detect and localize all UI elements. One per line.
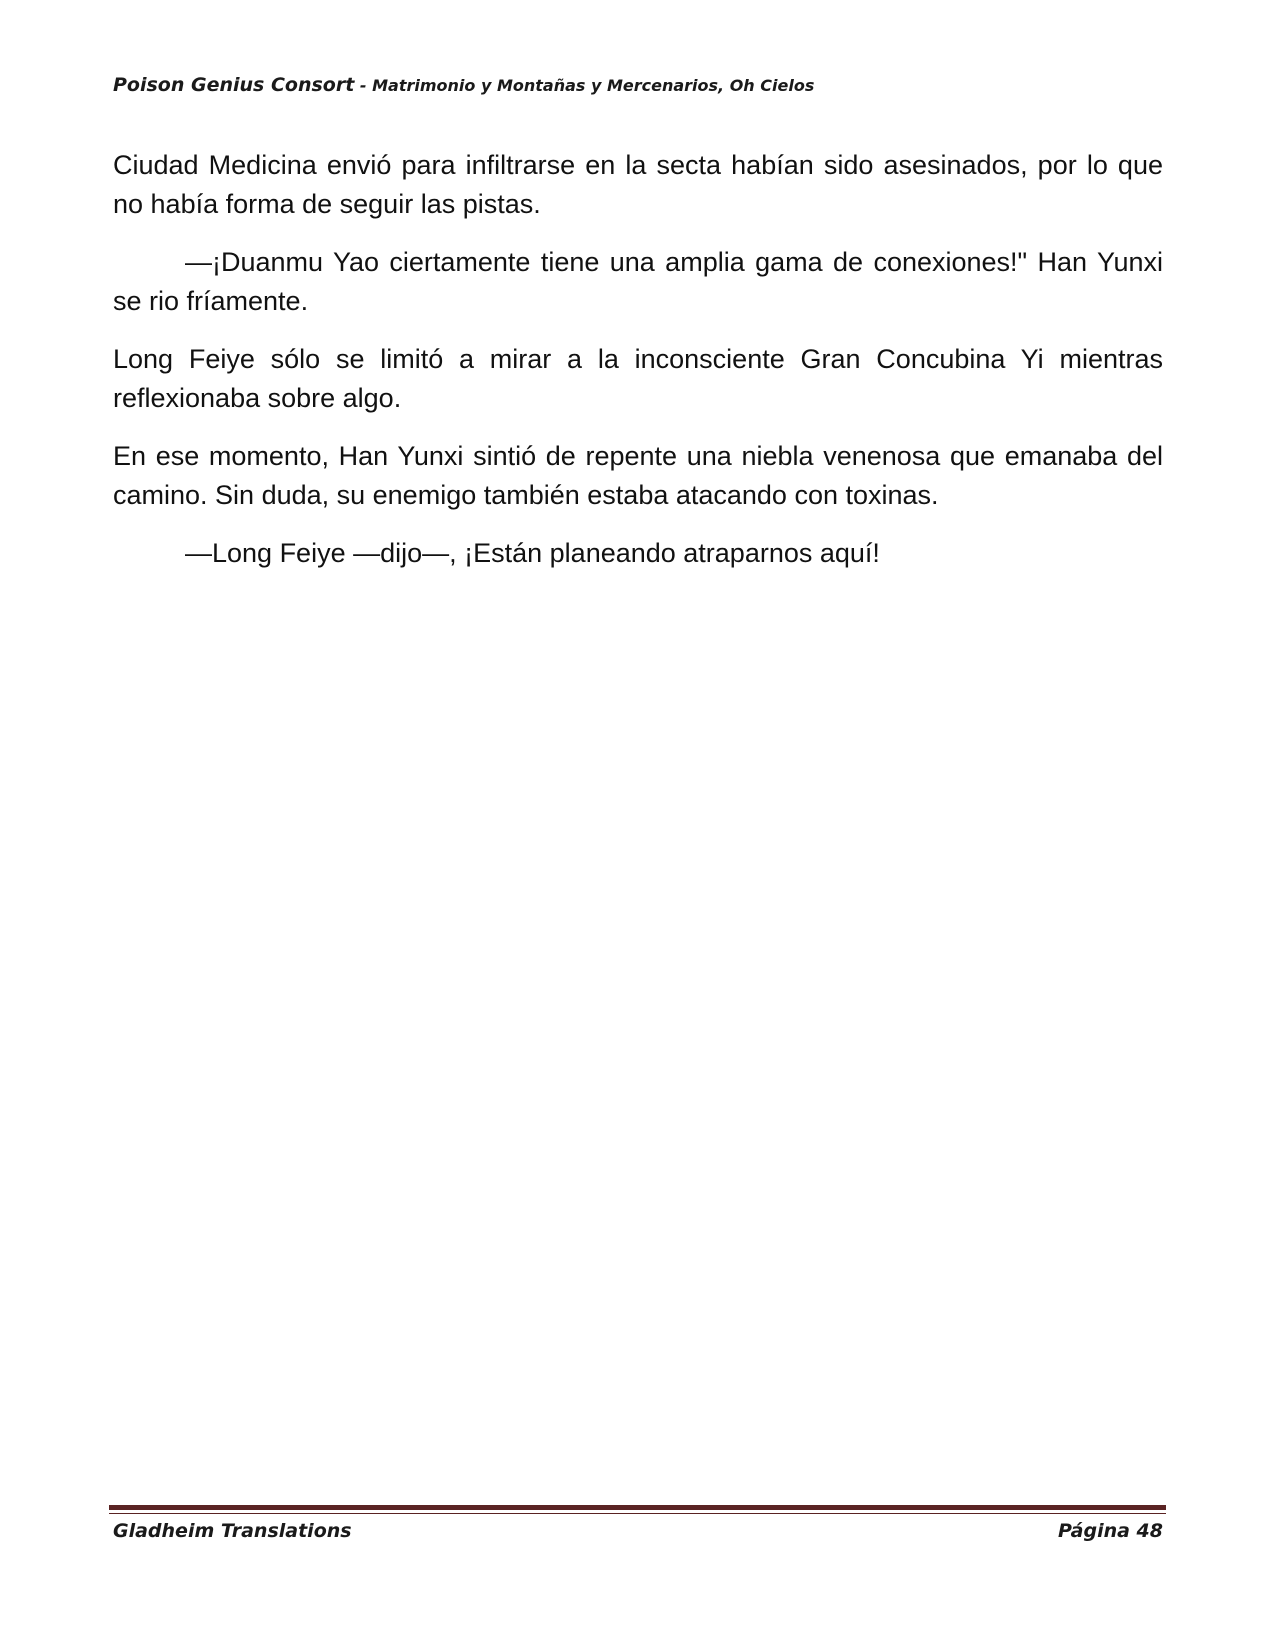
page-header xyxy=(113,74,1163,96)
page-body xyxy=(113,146,1163,592)
footer-rule xyxy=(109,1505,1166,1514)
footer-rule-thin xyxy=(109,1513,1166,1514)
paragraph-2: —¡Duanmu Yao ciertamente tiene una amplia gama de conexiones!" Han Yunxi se rio fríamente. xyxy=(113,247,1163,316)
book-title: Poison Genius Consort xyxy=(113,74,355,96)
paragraph-5: —Long Feiye —dijo—, ¡Están planeando atraparnos aquí! xyxy=(185,538,880,568)
header-separator: - xyxy=(354,76,373,95)
footer-rule-thick xyxy=(109,1505,1166,1510)
paragraph-4: En ese momento, Han Yunxi sintió de repente una niebla venenosa que emanaba del camino. Sin duda, su enemigo también estaba atacando con toxinas. xyxy=(113,441,1163,510)
page-number: Página 48 xyxy=(1057,1520,1163,1542)
footer-publisher: Gladheim Translations xyxy=(113,1520,352,1542)
chapter-title: Matrimonio y Montañas y Mercenarios, Oh Cielos xyxy=(372,76,815,95)
paragraph-1: Ciudad Medicina envió para infiltrarse en la secta habían sido asesinados, por lo que no había forma de seguir las pistas. xyxy=(113,150,1163,219)
page-footer xyxy=(113,1520,1163,1548)
paragraph-3: Long Feiye sólo se limitó a mirar a la inconsciente Gran Concubina Yi mientras reflexionaba sobre algo. xyxy=(113,344,1163,413)
